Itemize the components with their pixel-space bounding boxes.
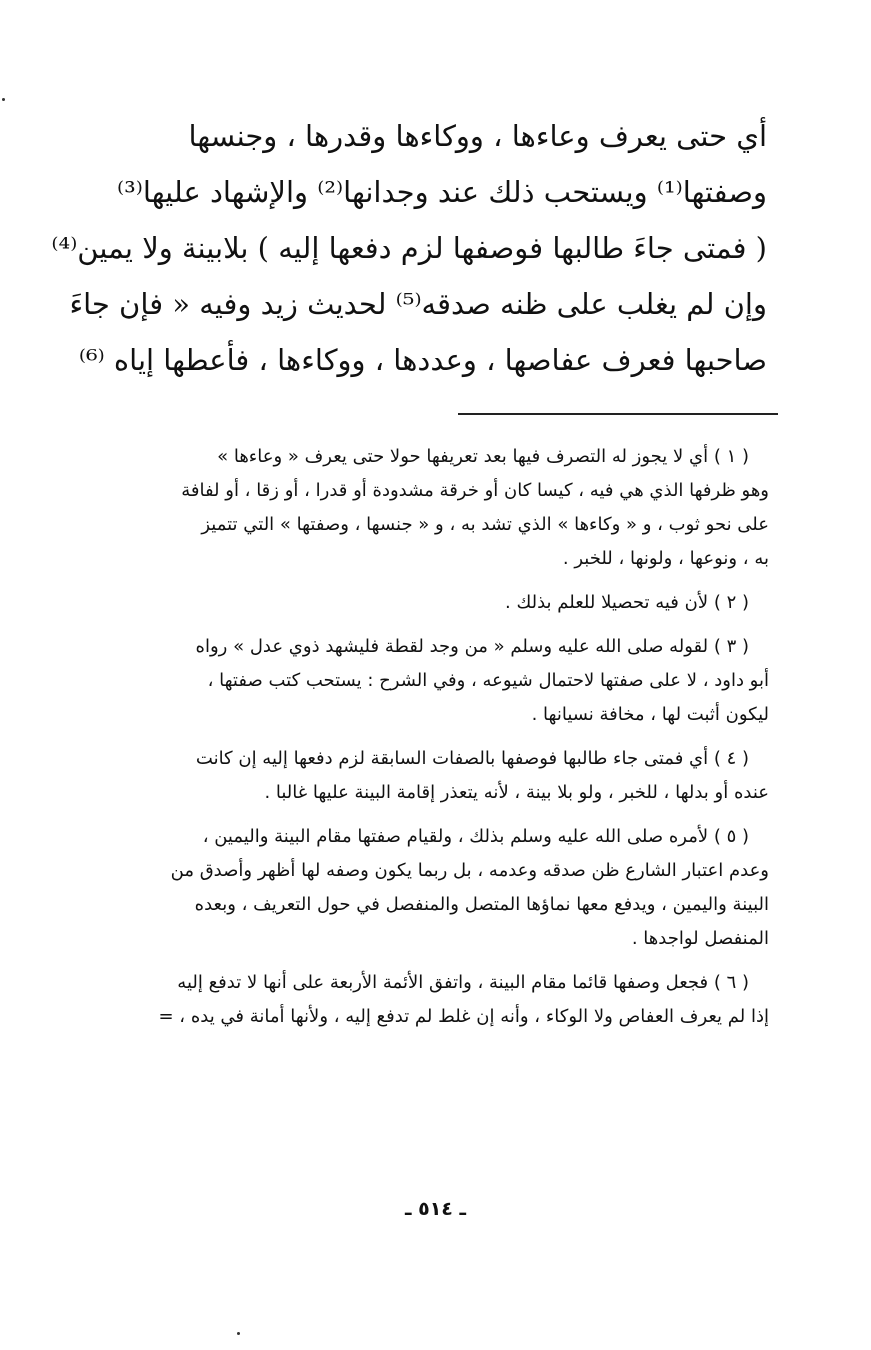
footnote-line: على نحو ثوب ، و « وكاءها » الذي تشد به ، و « جنسها ، وصفتها » التي تتميز xyxy=(201,514,769,535)
footnote-3 xyxy=(42,630,769,732)
main-text-line: صاحبها فعرف عفاصها ، وعددها ، ووكاءها ، فأعطها إياه ⁽⁶⁾ xyxy=(78,343,767,377)
main-text-block xyxy=(42,108,767,388)
main-text-line: ( فمتى جاءَ طالبها فوصفها لزم دفعها إليه ) بلابينة ولا يمين⁽⁴⁾ xyxy=(51,231,767,265)
footnote-line: به ، ونوعها ، ولونها ، للخبر . xyxy=(562,548,769,569)
footnote-line: ليكون أثبت لها ، مخافة نسيانها . xyxy=(531,704,769,725)
footnote-1 xyxy=(42,440,769,576)
footnote-divider xyxy=(458,413,778,415)
scan-speck xyxy=(237,1332,240,1335)
footnote-line: المنفصل لواجدها . xyxy=(631,928,769,949)
footnote-line: إذا لم يعرف العفاص ولا الوكاء ، وأنه إن غلط لم تدفع إليه ، ولأنها أمانة في يده ، = xyxy=(158,1006,769,1027)
footnote-line: ( ٦ ) فجعل وصفها قائما مقام البينة ، واتفق الأئمة الأربعة على أنها لا تدفع إليه xyxy=(177,972,749,993)
footnote-line: عنده أو بدلها ، للخبر ، ولو بلا بينة ، لأنه يتعذر إقامة البينة عليها غالبا . xyxy=(264,782,769,803)
scan-speck xyxy=(2,98,5,101)
footnote-2 xyxy=(42,586,769,620)
main-text-line: أي حتى يعرف وعاءها ، ووكاءها وقدرها ، وجنسها xyxy=(188,119,767,153)
footnote-4 xyxy=(42,742,769,810)
footnote-line: ( ١ ) أي لا يجوز له التصرف فيها بعد تعريفها حولا حتى يعرف « وعاءها » xyxy=(217,446,749,467)
footnote-line: ( ٤ ) أي فمتى جاء طالبها فوصفها بالصفات السابقة لزم دفعها إليه إن كانت xyxy=(195,748,749,769)
footnote-5 xyxy=(42,820,769,956)
page-number: ـ ٥١٤ ـ xyxy=(404,1198,466,1220)
footnote-line: وعدم اعتبار الشارع ظن صدقه وعدمه ، بل ربما يكون وصفه لها أظهر وأصدق من xyxy=(170,860,769,881)
footnote-line: ( ٥ ) لأمره صلى الله عليه وسلم بذلك ، ولقيام صفتها مقام البينة واليمين ، xyxy=(202,826,749,847)
footnote-line: ( ٢ ) لأن فيه تحصيلا للعلم بذلك . xyxy=(505,592,749,613)
footnote-line: البينة واليمين ، ويدفع معها نماؤها المتصل والمنفصل في حول التعريف ، وبعده xyxy=(194,894,769,915)
footnote-line: ( ٣ ) لقوله صلى الله عليه وسلم « من وجد لقطة فليشهد ذوي عدل » رواه xyxy=(195,636,749,657)
footnotes-section xyxy=(42,440,769,1044)
footnote-line: وهو ظرفها الذي هي فيه ، كيسا كان أو خرقة مشدودة أو قدرا ، أو زقا ، أو لفافة xyxy=(181,480,769,501)
main-text-line: وإن لم يغلب على ظنه صدقه⁽⁵⁾ لحديث زيد وفيه « فإن جاءَ xyxy=(69,287,767,321)
main-text-line: وصفتها⁽¹⁾ ويستحب ذلك عند وجدانها⁽²⁾ والإشهاد عليها⁽³⁾ xyxy=(117,175,767,209)
footnote-line: أبو داود ، لا على صفتها لاحتمال شيوعه ، وفي الشرح : يستحب كتب صفتها ، xyxy=(207,670,769,691)
footnote-6 xyxy=(42,966,769,1034)
